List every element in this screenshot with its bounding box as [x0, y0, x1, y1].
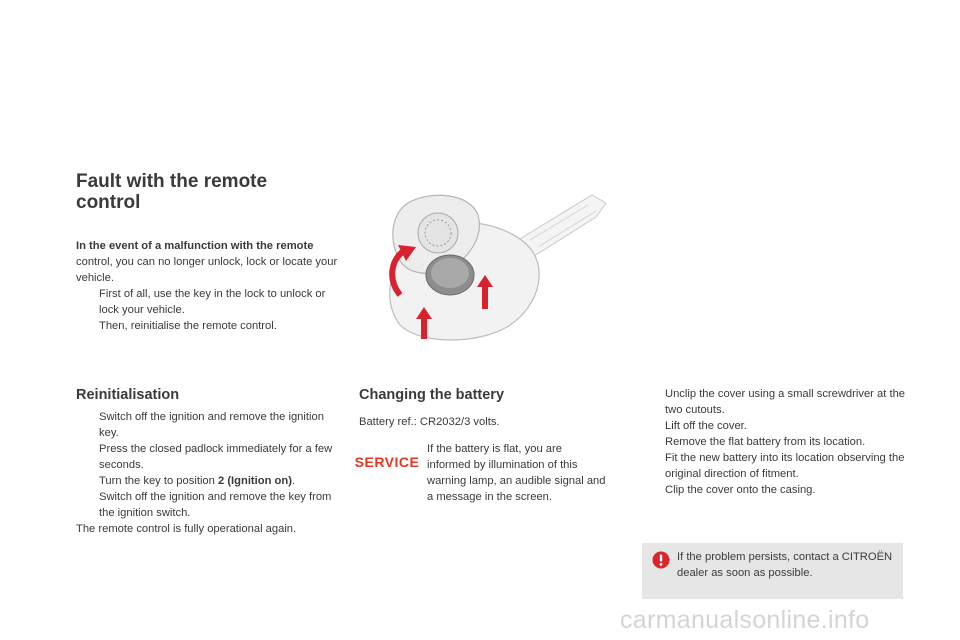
watermark: carmanualsonline.info: [620, 606, 870, 634]
list-item: Fit the new battery into its location observing the original direction of fitment.: [665, 452, 905, 480]
list-item: Turn the key to position 2 (Ignition on).: [99, 475, 296, 487]
list-item: Clip the cover onto the casing.: [665, 484, 816, 496]
changing-battery-heading: Changing the battery: [359, 387, 505, 403]
key-fob-illustration: [360, 185, 610, 355]
service-warning-lamp-icon: [354, 452, 420, 472]
list-item: Unclip the cover using a small screwdriver at the two cutouts.: [665, 388, 906, 416]
reinit-bullet-list: [76, 409, 341, 521]
intro-section: [76, 238, 341, 334]
page-title: Fault with the remote control: [76, 171, 268, 213]
reinitialisation-section: [76, 409, 341, 537]
service-label: SERVICE: [354, 454, 420, 470]
steps-bullet-list: [642, 386, 907, 498]
list-item: Switch off the ignition and remove the ignition key.: [99, 411, 324, 439]
battery-flat-text: If the battery is flat, you are informed by illumination of this warning lamp, an audible signal and a message in the screen.: [427, 443, 606, 503]
intro-bullet-list: [76, 286, 341, 334]
list-item: Lift off the cover.: [665, 420, 747, 432]
warning-icon: [652, 551, 670, 569]
list-item: First of all, use the key in the lock to unlock or lock your vehicle.: [99, 288, 326, 316]
reinitialisation-heading: Reinitialisation: [76, 387, 180, 403]
battery-steps: [642, 386, 907, 498]
reinit-closing: The remote control is fully operational again.: [76, 523, 297, 535]
info-text: If the problem persists, contact a CITROËN dealer as soon as possible.: [677, 551, 893, 579]
battery-coin: [426, 255, 474, 295]
list-item: Then, reinitialise the remote control.: [99, 320, 277, 332]
list-item: Remove the flat battery from its location.: [665, 436, 866, 448]
list-item: Switch off the ignition and remove the key from the ignition switch.: [99, 491, 332, 519]
list-item: Press the closed padlock immediately for a few seconds.: [99, 443, 333, 471]
intro-lead: In the event of a malfunction with the remote: [76, 240, 314, 252]
intro-text: control, you can no longer unlock, lock or locate your vehicle.: [76, 256, 338, 284]
battery-ref: Battery ref.: CR2032/3 volts.: [359, 416, 500, 428]
